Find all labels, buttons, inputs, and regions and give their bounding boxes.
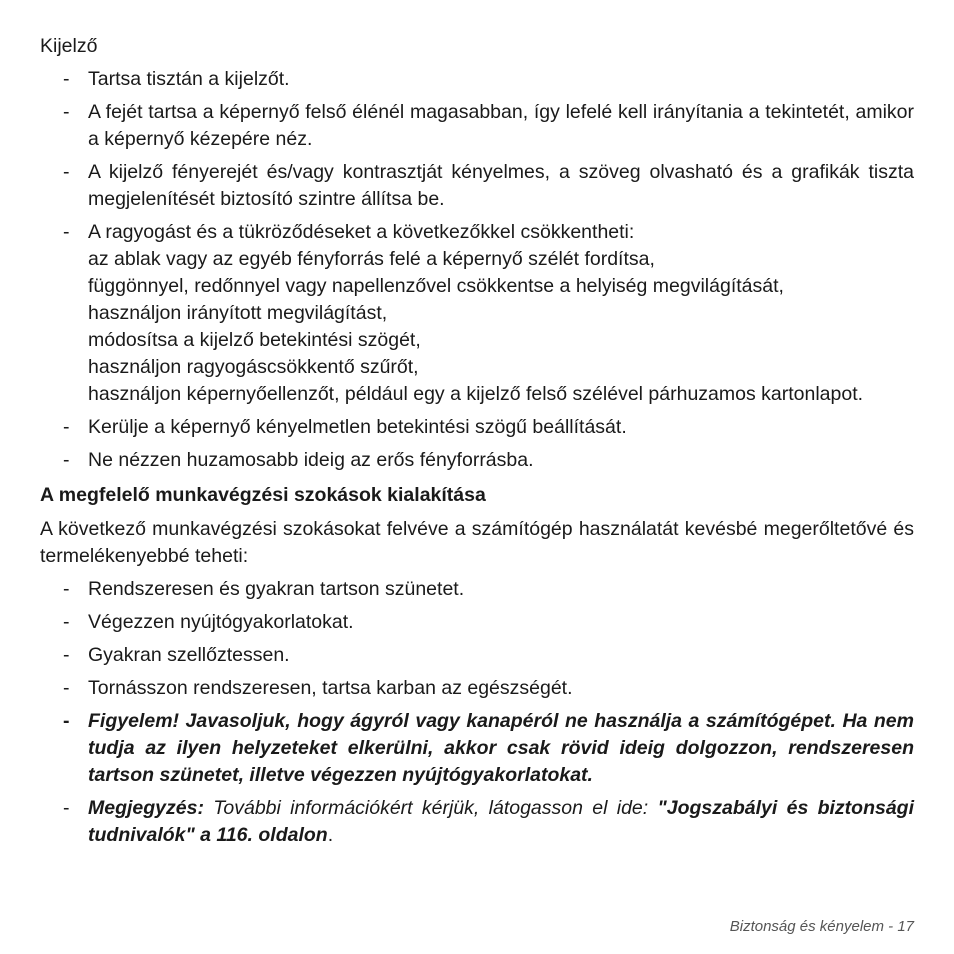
dash-bullet: - <box>63 578 70 600</box>
page-footer: Biztonság és kényelem - 17 <box>729 918 914 935</box>
note-label: Megjegyzés: <box>88 797 204 819</box>
note-text: További információkért kérjük, látogasson el ide: <box>203 797 658 819</box>
dash-bullet: - <box>63 644 70 666</box>
list-item: - A fejét tartsa a képernyő felső élénél magasabban, így lefelé kell irányítania a tekintetét, amikor a képernyő kézepére néz. <box>63 101 914 150</box>
glare-intro: A ragyogást és a tükröződéseket a következőkkel csökkentheti: <box>88 221 635 243</box>
work-habits-intro: A következő munkavégzési szokásokat felvéve a számítógép használatát kevésbé megerőltetővé és termelékenyebbé teheti: <box>40 518 914 567</box>
glare-line: függönnyel, redőnnyel vagy napellenzővel csökkentse a helyiség megvilágítását, <box>88 275 784 297</box>
glare-line: az ablak vagy az egyéb fényforrás felé a képernyő szélét fordítsa, <box>88 248 655 270</box>
list-item: - Tartsa tisztán a kijelzőt. <box>40 66 914 93</box>
note-item <box>40 795 914 849</box>
note-reference-link[interactable]: "Jogszabályi és biztonsági tudnivalók" a 116. oldalon <box>88 797 915 846</box>
note-end: . <box>327 824 334 846</box>
dash-bullet: - <box>63 101 70 123</box>
document-page <box>40 33 914 855</box>
dash-bullet: - <box>63 221 70 243</box>
list-item: - Tornásszon rendszeresen, tartsa karban az egészségét. <box>40 675 914 702</box>
section-heading-display: Kijelző <box>40 35 98 57</box>
list-item: - A kijelző fényerejét és/vagy kontrasztját kényelmes, a szöveg olvasható és a grafikák tiszta megjelenítését biztosító szintre állítsa be. <box>63 161 914 210</box>
dash-bullet: - <box>63 710 70 732</box>
dash-bullet: - <box>63 161 70 183</box>
dash-bullet: - <box>63 416 70 438</box>
dash-bullet: - <box>63 797 70 819</box>
section-title-work-habits: A megfelelő munkavégzési szokások kialakítása <box>40 484 486 506</box>
list-item: - Ne nézzen huzamosabb ideig az erős fényforrásba. <box>40 447 914 474</box>
list-item: - Végezzen nyújtógyakorlatokat. <box>40 609 914 636</box>
warning-text: Figyelem! Javasoljuk, hogy ágyról vagy kanapéról ne használja a számítógépet. Ha nem tudja az ilyen helyzeteket elkerülni, akkor csak rövid ideig dolgozzon, rendszeresen tartson szünetet, illetve végezzen nyújtógyakorlatokat. <box>88 710 914 786</box>
glare-line: használjon képernyőellenzőt, például egy a kijelző felső szélével párhuzamos kartonlapot. <box>88 383 864 405</box>
glare-line: módosítsa a kijelző betekintési szögét, <box>88 329 421 351</box>
work-habits-list <box>40 576 914 849</box>
list-item: - Rendszeresen és gyakran tartson szünetet. <box>40 576 914 603</box>
display-list <box>40 66 914 474</box>
glare-line: használjon irányított megvilágítást, <box>88 302 388 324</box>
glare-line: használjon ragyogáscsökkentő szűrőt, <box>88 356 419 378</box>
list-item: - Kerülje a képernyő kényelmetlen betekintési szögű beállítását. <box>40 414 914 441</box>
dash-bullet: - <box>63 68 70 90</box>
dash-bullet: - <box>63 449 70 471</box>
list-item-glare <box>40 219 914 408</box>
warning-item <box>40 708 914 789</box>
list-item: - Gyakran szellőztessen. <box>40 642 914 669</box>
dash-bullet: - <box>63 677 70 699</box>
dash-bullet: - <box>63 611 70 633</box>
